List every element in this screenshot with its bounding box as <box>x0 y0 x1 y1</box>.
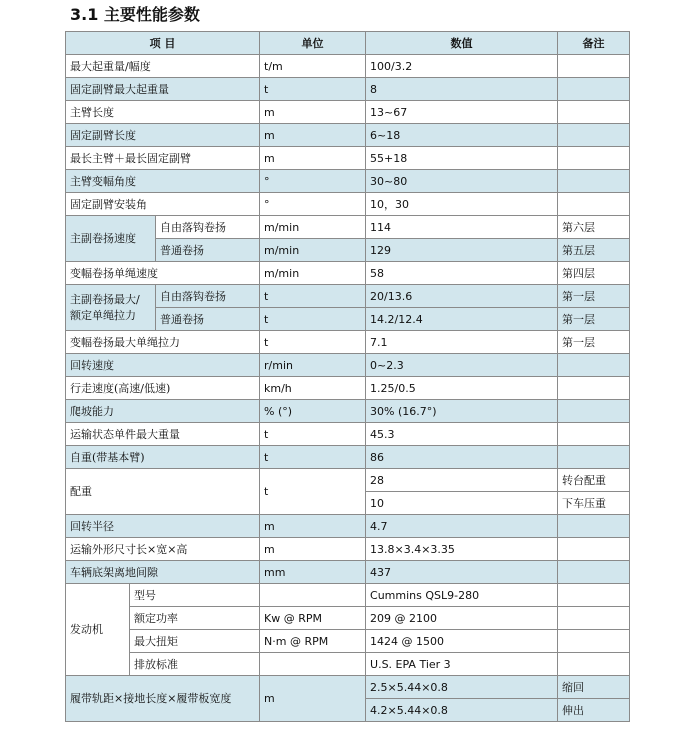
row-unit: t/m <box>260 55 366 78</box>
row-note <box>558 101 630 124</box>
row-value: 209 @ 2100 <box>366 607 558 630</box>
header-note: 备注 <box>558 32 630 55</box>
row-unit: Kw @ RPM <box>260 607 366 630</box>
row-sublabel: 型号 <box>130 584 260 607</box>
row-unit: t <box>260 78 366 101</box>
row-value: 100/3.2 <box>366 55 558 78</box>
table-row <box>66 538 630 561</box>
table-row <box>66 676 630 699</box>
row-value: 0~2.3 <box>366 354 558 377</box>
table-row <box>66 55 630 78</box>
row-unit: km/h <box>260 377 366 400</box>
row-label: 运输外形尺寸长×宽×高 <box>66 538 260 561</box>
row-unit: m <box>260 124 366 147</box>
row-label: 主臂变幅角度 <box>66 170 260 193</box>
table-row <box>66 101 630 124</box>
table-row <box>66 147 630 170</box>
row-unit: t <box>260 308 366 331</box>
row-value: 30~80 <box>366 170 558 193</box>
row-value: 45.3 <box>366 423 558 446</box>
row-note <box>558 354 630 377</box>
row-label: 固定副臂长度 <box>66 124 260 147</box>
row-unit <box>260 584 366 607</box>
row-note: 第五层 <box>558 239 630 262</box>
table-row <box>66 216 630 239</box>
row-label: 自重(带基本臂) <box>66 446 260 469</box>
row-label: 固定副臂最大起重量 <box>66 78 260 101</box>
row-label-track: 履带轨距×接地长度×履带板宽度 <box>66 676 260 722</box>
row-unit: m <box>260 538 366 561</box>
row-note: 第六层 <box>558 216 630 239</box>
row-value: 8 <box>366 78 558 101</box>
row-sublabel: 最大扭矩 <box>130 630 260 653</box>
header-unit: 单位 <box>260 32 366 55</box>
row-value: 4.7 <box>366 515 558 538</box>
table-row <box>66 377 630 400</box>
row-value: 55+18 <box>366 147 558 170</box>
row-value: 7.1 <box>366 331 558 354</box>
table-row <box>66 446 630 469</box>
row-note <box>558 377 630 400</box>
row-note <box>558 607 630 630</box>
row-note: 第一层 <box>558 308 630 331</box>
row-sublabel: 自由落钩卷扬 <box>156 216 260 239</box>
row-unit: t <box>260 331 366 354</box>
row-value: 20/13.6 <box>366 285 558 308</box>
row-label: 运输状态单件最大重量 <box>66 423 260 446</box>
row-label: 最大起重量/幅度 <box>66 55 260 78</box>
table-row <box>66 423 630 446</box>
row-unit: m <box>260 101 366 124</box>
row-label: 最长主臂＋最长固定副臂 <box>66 147 260 170</box>
row-value: 86 <box>366 446 558 469</box>
row-note: 第四层 <box>558 262 630 285</box>
row-label: 固定副臂安装角 <box>66 193 260 216</box>
row-unit: t <box>260 285 366 308</box>
row-note: 转台配重 <box>558 469 630 492</box>
row-label: 爬坡能力 <box>66 400 260 423</box>
row-value: 10 <box>366 492 558 515</box>
row-sublabel: 普通卷扬 <box>156 308 260 331</box>
row-note: 第一层 <box>558 331 630 354</box>
table-row <box>66 124 630 147</box>
row-note <box>558 55 630 78</box>
row-unit: t <box>260 423 366 446</box>
row-value: 13.8×3.4×3.35 <box>366 538 558 561</box>
table-row <box>66 170 630 193</box>
row-note <box>558 78 630 101</box>
table-header-row <box>66 32 630 55</box>
row-note <box>558 515 630 538</box>
row-unit: t <box>260 469 366 515</box>
row-note <box>558 653 630 676</box>
table-row <box>66 193 630 216</box>
table-row <box>66 78 630 101</box>
row-value: 13~67 <box>366 101 558 124</box>
row-label: 回转速度 <box>66 354 260 377</box>
row-sublabel: 自由落钩卷扬 <box>156 285 260 308</box>
row-note <box>558 170 630 193</box>
row-value: U.S. EPA Tier 3 <box>366 653 558 676</box>
table-row <box>66 331 630 354</box>
row-note <box>558 400 630 423</box>
row-note: 下车压重 <box>558 492 630 515</box>
row-label: 主臂长度 <box>66 101 260 124</box>
row-unit: r/min <box>260 354 366 377</box>
row-sublabel: 额定功率 <box>130 607 260 630</box>
header-value: 数值 <box>366 32 558 55</box>
row-note: 缩回 <box>558 676 630 699</box>
row-unit: m/min <box>260 239 366 262</box>
row-label: 回转半径 <box>66 515 260 538</box>
header-item: 项 目 <box>66 32 260 55</box>
table-row <box>66 354 630 377</box>
table-row <box>66 561 630 584</box>
row-unit: % (°) <box>260 400 366 423</box>
row-sublabel: 排放标准 <box>130 653 260 676</box>
table-row <box>66 285 630 308</box>
group-label-line: 主副卷扬最大/ <box>70 292 140 306</box>
table-row <box>66 584 630 607</box>
row-label: 行走速度(高速/低速) <box>66 377 260 400</box>
row-note <box>558 147 630 170</box>
row-value: 437 <box>366 561 558 584</box>
row-value: 114 <box>366 216 558 239</box>
row-note <box>558 584 630 607</box>
group-label-engine: 发动机 <box>66 584 130 676</box>
row-label: 变幅卷扬单绳速度 <box>66 262 260 285</box>
row-unit: mm <box>260 561 366 584</box>
row-value: 2.5×5.44×0.8 <box>366 676 558 699</box>
row-note <box>558 193 630 216</box>
row-value: 58 <box>366 262 558 285</box>
row-note <box>558 124 630 147</box>
table-row <box>66 607 630 630</box>
row-note: 第一层 <box>558 285 630 308</box>
row-unit: m <box>260 515 366 538</box>
row-sublabel: 普通卷扬 <box>156 239 260 262</box>
row-note <box>558 561 630 584</box>
row-unit: m <box>260 676 366 722</box>
group-label-hoist-speed: 主副卷扬速度 <box>66 216 156 262</box>
section-title: 3.1 主要性能参数 <box>70 5 200 24</box>
table-row <box>66 469 630 492</box>
row-value: 28 <box>366 469 558 492</box>
row-unit: N·m @ RPM <box>260 630 366 653</box>
row-unit: m/min <box>260 216 366 239</box>
row-label: 车辆底架离地间隙 <box>66 561 260 584</box>
row-label-counterweight: 配重 <box>66 469 260 515</box>
table-row <box>66 653 630 676</box>
row-value: Cummins QSL9-280 <box>366 584 558 607</box>
row-value: 129 <box>366 239 558 262</box>
table-row <box>66 400 630 423</box>
row-value: 6~18 <box>366 124 558 147</box>
row-unit: m/min <box>260 262 366 285</box>
row-note <box>558 538 630 561</box>
row-unit: t <box>260 446 366 469</box>
row-value: 4.2×5.44×0.8 <box>366 699 558 722</box>
row-value: 10，30 <box>366 193 558 216</box>
table-row <box>66 515 630 538</box>
row-unit: ° <box>260 193 366 216</box>
row-value: 1.25/0.5 <box>366 377 558 400</box>
group-label-line: 额定单绳拉力 <box>70 308 136 322</box>
row-unit: ° <box>260 170 366 193</box>
row-unit <box>260 653 366 676</box>
row-unit: m <box>260 147 366 170</box>
row-value: 14.2/12.4 <box>366 308 558 331</box>
table-row <box>66 262 630 285</box>
table-row <box>66 630 630 653</box>
row-note: 伸出 <box>558 699 630 722</box>
row-value: 1424 @ 1500 <box>366 630 558 653</box>
row-label: 变幅卷扬最大单绳拉力 <box>66 331 260 354</box>
row-note <box>558 630 630 653</box>
group-label-hoist-pull <box>66 285 156 331</box>
spec-table <box>65 31 630 722</box>
row-value: 30% (16.7°) <box>366 400 558 423</box>
row-note <box>558 423 630 446</box>
row-note <box>558 446 630 469</box>
